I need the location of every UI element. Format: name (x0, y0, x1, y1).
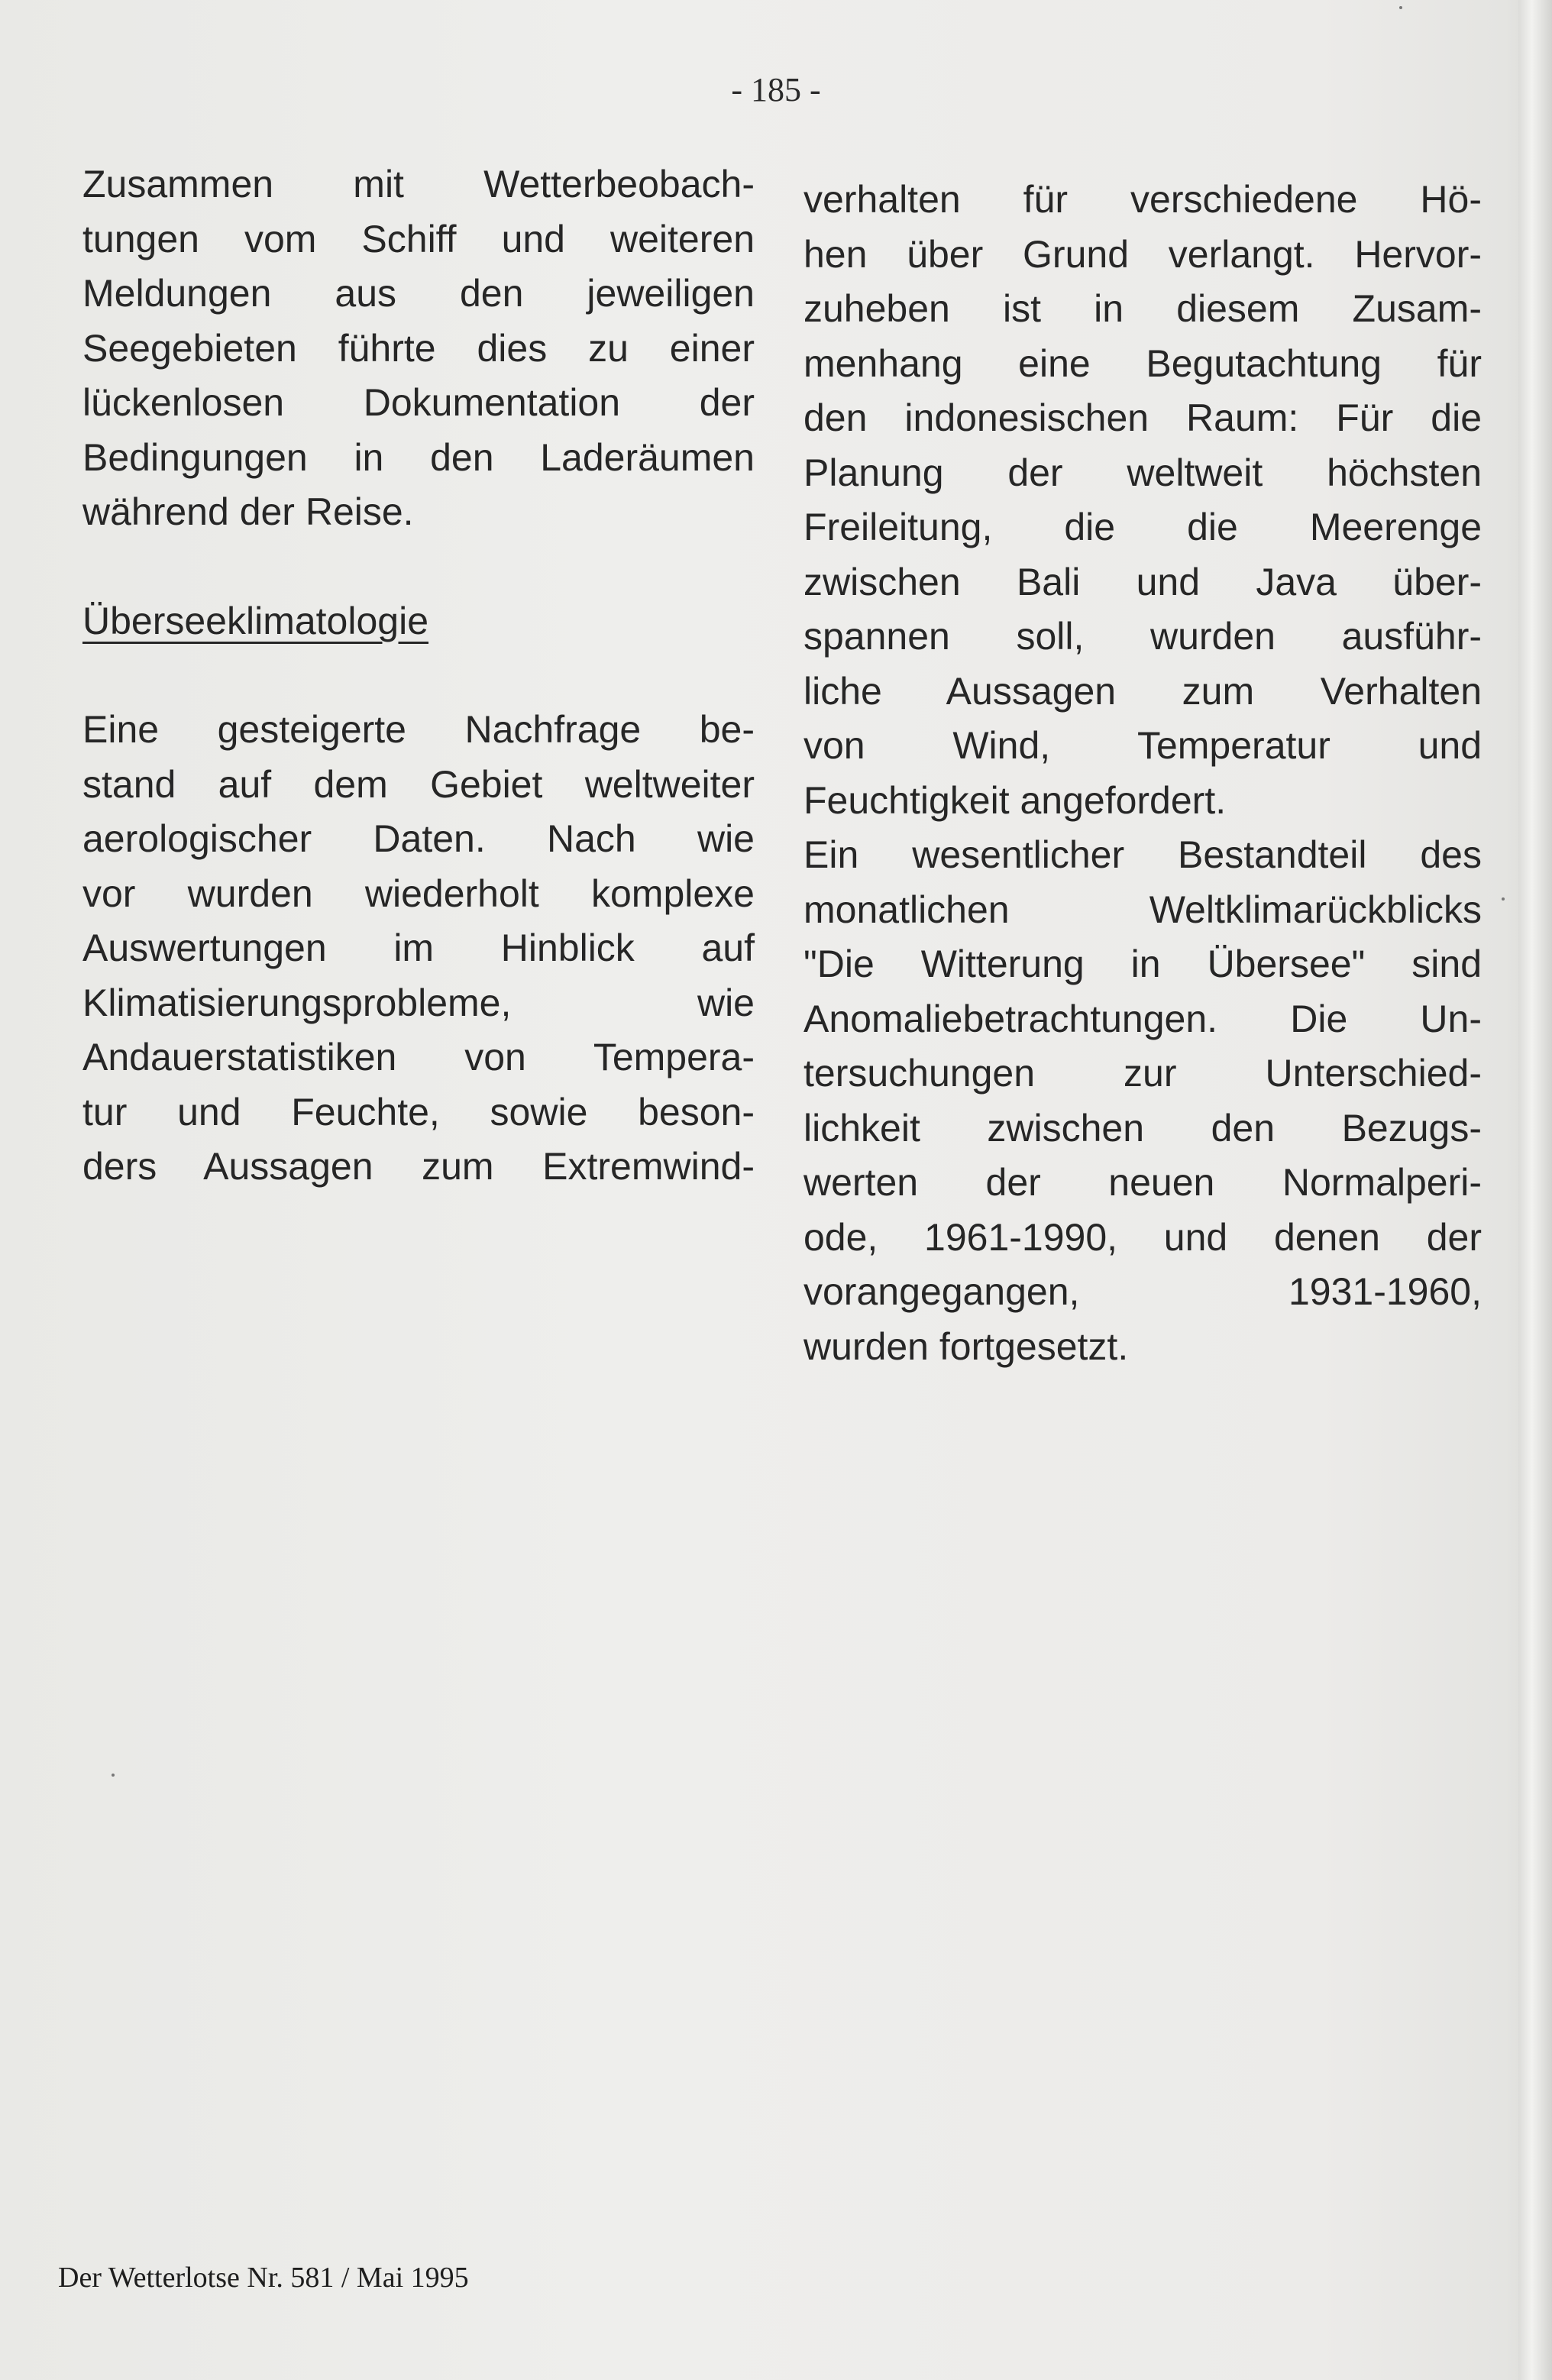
binding-edge (1518, 0, 1552, 2380)
right-p2-line: lichkeit zwischen den Bezugs- (803, 1106, 1482, 1150)
left-p1-line: während der Reise. (82, 490, 414, 533)
right-p1-line: den indonesischen Raum: Für die (803, 396, 1482, 439)
right-p1-line: zwischen Bali und Java über- (803, 560, 1482, 603)
right-p2-line: ode, 1961-1990, und denen der (803, 1215, 1482, 1259)
right-p1-line: hen über Grund verlangt. Hervor- (803, 232, 1482, 276)
right-p2-line: "Die Witterung in Übersee" sind (803, 943, 1482, 985)
left-p2-line: tur und Feuchte, sowie beson- (82, 1090, 755, 1133)
paragraph-gap (82, 648, 755, 703)
right-column (803, 173, 1482, 1374)
left-p1-line: Zusammen mit Wetterbeobach- (82, 163, 755, 205)
left-p2-line: stand auf dem Gebiet weltweiter (82, 762, 755, 806)
right-p1-line: spannen soll, wurden ausführ- (803, 615, 1482, 658)
right-p1-line: Freileitung, die die Meerenge (803, 506, 1482, 548)
left-p2-line: Eine gesteigerte Nachfrage be- (82, 708, 755, 751)
right-p1-line: Planung der weltweit höchsten (803, 451, 1482, 494)
left-p1-line: lückenlosen Dokumentation der (82, 381, 755, 424)
left-p2-line: Auswertungen im Hinblick auf (82, 926, 755, 969)
left-p2-line: vor wurden wiederholt komplexe (82, 871, 755, 915)
left-p2-line: aerologischer Daten. Nach wie (82, 817, 755, 860)
right-p1-line: von Wind, Temperatur und (803, 724, 1482, 767)
left-p1-line: tungen vom Schiff und weiteren (82, 217, 755, 260)
right-p1-line: Feuchtigkeit angefordert. (803, 778, 1227, 822)
right-p1-line: liche Aussagen zum Verhalten (803, 669, 1482, 713)
left-p1-line: Bedingungen in den Laderäumen (82, 435, 755, 479)
right-p2-line: Ein wesentlicher Bestandteil des (803, 833, 1482, 876)
right-p1-line: menhang eine Begutachtung für (803, 341, 1482, 385)
right-p2-line: tersuchungen zur Unterschied- (803, 1052, 1482, 1095)
right-p1-line: verhalten für verschiedene Hö- (803, 178, 1482, 221)
right-p2-line: wurden fortgesetzt. (803, 1324, 1129, 1368)
right-p2-line: monatlichen Weltklimarückblicks (803, 888, 1482, 931)
left-p2-line: Klimatisierungsprobleme, wie (82, 981, 755, 1024)
left-column (82, 157, 755, 1195)
scan-speck (1502, 897, 1505, 901)
section-heading-line (82, 594, 755, 649)
scan-speck (1399, 6, 1402, 9)
section-heading: Überseeklimatologie (82, 599, 429, 642)
left-p2-line: Andauerstatistiken von Tempera- (82, 1036, 755, 1078)
left-p1-line: Meldungen aus den jeweiligen (82, 272, 755, 315)
left-p2-line: ders Aussagen zum Extremwind- (82, 1145, 755, 1188)
page-number: - 185 - (731, 71, 821, 108)
right-p1-line: zuheben ist in diesem Zusam- (803, 287, 1482, 330)
footer-publication: Der Wetterlotse Nr. 581 / Mai 1995 (58, 2262, 469, 2294)
right-p2-line: vorangegangen, 1931-1960, (803, 1270, 1482, 1313)
left-p1-line: Seegebieten führte dies zu einer (82, 326, 755, 370)
right-p2-line: werten der neuen Normalperi- (803, 1161, 1482, 1204)
scan-speck (112, 1774, 115, 1777)
paragraph-gap (82, 540, 755, 594)
right-p2-line: Anomaliebetrachtungen. Die Un- (803, 997, 1482, 1040)
